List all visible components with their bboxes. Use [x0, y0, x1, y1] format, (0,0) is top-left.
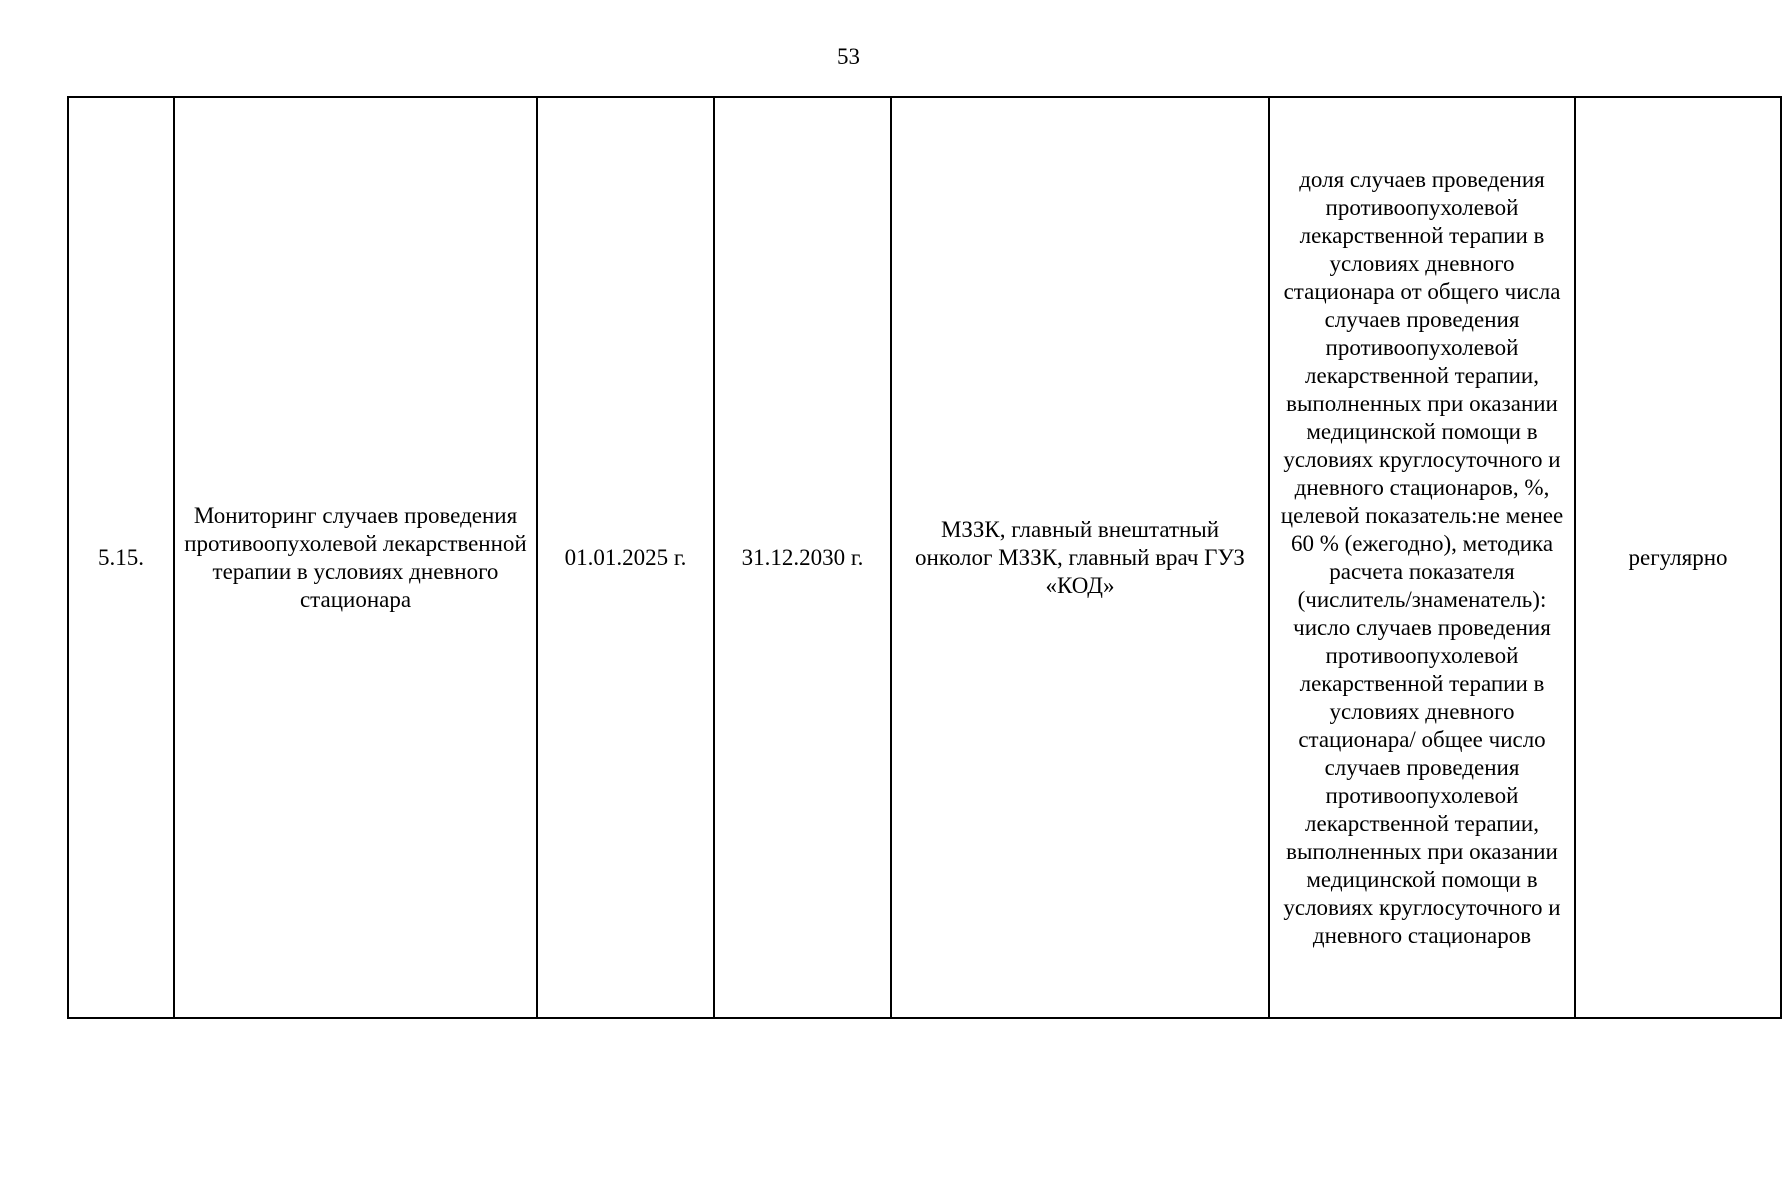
cell-start-date: 01.01.2025 г.: [537, 97, 714, 1018]
cell-activity-title: Мониторинг случаев проведения противоопухолевой лекарственной терапии в условиях дневного стационара: [174, 97, 537, 1018]
cell-end-date: 31.12.2030 г.: [714, 97, 891, 1018]
table-row: [68, 97, 1781, 1018]
cell-periodicity: регулярно: [1575, 97, 1781, 1018]
page-number: 53: [837, 44, 860, 69]
cell-indicator: доля случаев проведения противоопухолевой лекарственной терапии в условиях дневного стационара от общего числа случаев проведения противоопухолевой лекарственной терапии, выполненных при оказании медицинской помощи в условиях круглосуточного и дневного стационаров, %, целевой показатель:не менее 60 % (ежегодно), методика расчета показателя (числитель/знаменатель): число случаев проведения противоопухолевой лекарственной терапии в условиях дневного стационара/ общее число случаев проведения противоопухолевой лекарственной терапии, выполненных при оказании медицинской помощи в условиях круглосуточного и дневного стационаров: [1269, 97, 1575, 1018]
cell-item-number: 5.15.: [68, 97, 174, 1018]
cell-responsible: МЗЗК, главный внештатный онколог МЗЗК, главный врач ГУЗ «КОД»: [891, 97, 1269, 1018]
plan-table: [67, 96, 1782, 1019]
